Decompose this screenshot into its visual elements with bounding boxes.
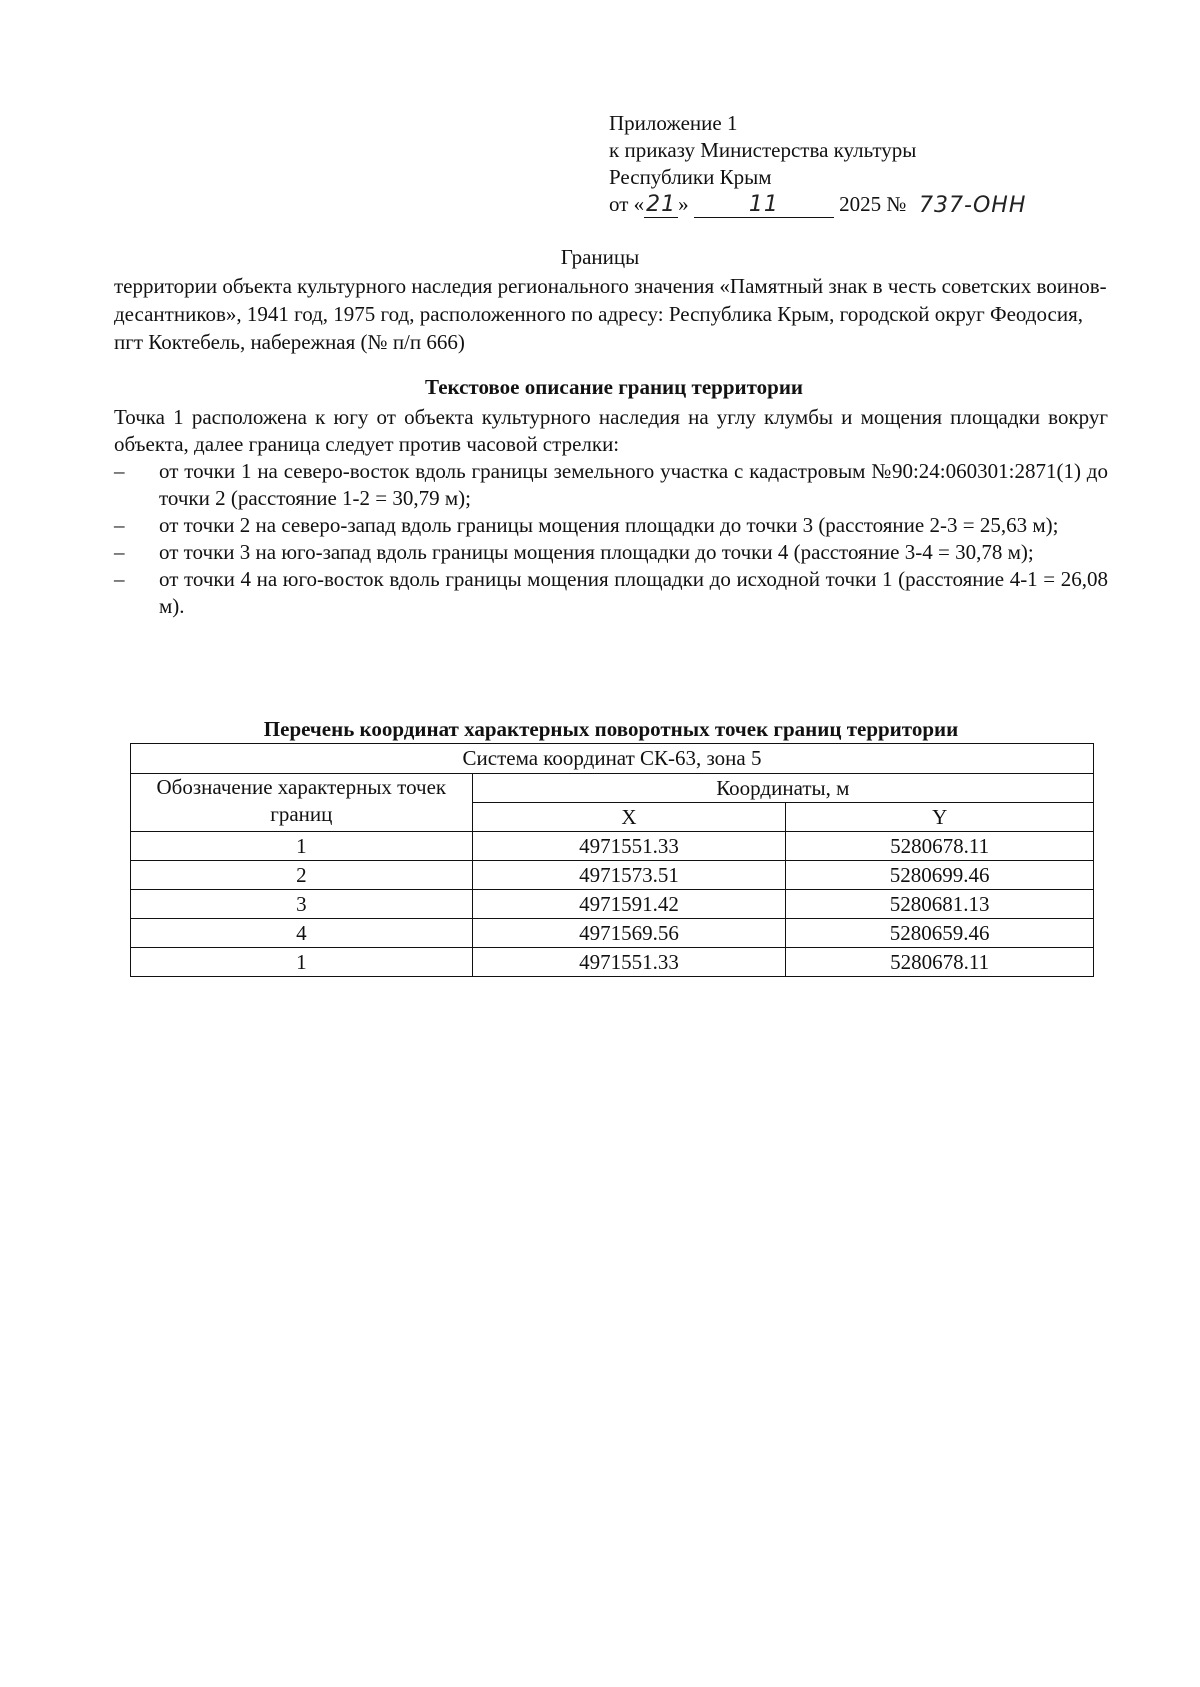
list-dash: – <box>114 513 125 537</box>
column-header-point: Обозначение характерных точек границ <box>131 774 473 832</box>
order-number: 737-ОНН <box>919 193 1027 218</box>
annex-line-3: Республики Крым <box>609 165 772 189</box>
list-item-text: от точки 3 на юго-запад вдоль границы мощения площадки до точки 4 (расстояние 3-4 = 30,78 м); <box>159 540 1034 564</box>
annex-date-line <box>609 191 1034 218</box>
list-dash: – <box>114 459 125 483</box>
list-dash: – <box>114 540 125 564</box>
cell-point: 2 <box>131 861 473 890</box>
date-prefix: от « <box>609 192 645 216</box>
table-title: Перечень координат характерных поворотных точек границ территории <box>263 717 959 741</box>
cell-x: 4971573.51 <box>472 861 786 890</box>
coordinate-system: Система координат СК-63, зона 5 <box>131 744 1094 774</box>
date-day: 21 <box>646 192 677 217</box>
list-item <box>114 458 1108 512</box>
cell-x: 4971569.56 <box>472 919 786 948</box>
cell-x: 4971551.33 <box>472 832 786 861</box>
list-dash: – <box>114 567 125 591</box>
cell-y: 5280681.13 <box>786 890 1094 919</box>
table-row <box>131 890 1094 919</box>
table-row <box>131 744 1094 774</box>
cell-x: 4971551.33 <box>472 948 786 977</box>
annex-line-2: к приказу Министерства культуры <box>609 138 917 162</box>
column-header-y: Y <box>786 803 1094 832</box>
column-header-coords: Координаты, м <box>472 774 1093 803</box>
cell-point: 1 <box>131 948 473 977</box>
cell-y: 5280659.46 <box>786 919 1094 948</box>
list-item-text: от точки 1 на северо-восток вдоль границы земельного участка с кадастровым №90:24:060301:2871(1) до точки 2 (расстояние 1-2 = 30,79 м); <box>159 459 1108 510</box>
list-item-text: от точки 4 на юго-восток вдоль границы мощения площадки до исходной точки 1 (расстояние 4-1 = 26,08 м). <box>159 567 1108 618</box>
cell-y: 5280678.11 <box>786 948 1094 977</box>
list-item <box>114 539 1108 566</box>
date-mid: » <box>678 192 689 216</box>
table-row <box>131 948 1094 977</box>
cell-x: 4971591.42 <box>472 890 786 919</box>
cell-point: 3 <box>131 890 473 919</box>
cell-point: 4 <box>131 919 473 948</box>
table-row <box>131 861 1094 890</box>
list-item <box>114 512 1108 539</box>
cell-y: 5280699.46 <box>786 861 1094 890</box>
annex-line-1: Приложение 1 <box>609 111 738 135</box>
table-row <box>131 919 1094 948</box>
section-title: Текстовое описание границ территории <box>424 375 804 399</box>
order-year: 2025 № <box>839 192 907 216</box>
cell-point: 1 <box>131 832 473 861</box>
document-title: Границы <box>560 245 640 269</box>
table-row <box>131 832 1094 861</box>
date-month: 11 <box>694 193 834 218</box>
column-header-x: X <box>472 803 786 832</box>
description-intro: Точка 1 расположена к югу от объекта культурного наследия на углу клумбы и мощения площадки вокруг объекта, далее граница следует против часовой стрелки: <box>114 405 1108 456</box>
table-row <box>131 774 1094 803</box>
document-subtitle: территории объекта культурного наследия регионального значения «Памятный знак в честь советских воинов-десантников», 1941 год, 1975 год, расположенного по адресу: Республика Крым, городской округ Феодосия, пгт Коктебель, набережная (№ п/п 666) <box>114 274 1107 354</box>
annex-header <box>609 110 1034 218</box>
list-item <box>114 566 1108 620</box>
cell-y: 5280678.11 <box>786 832 1094 861</box>
list-item-text: от точки 2 на северо-запад вдоль границы мощения площадки до точки 3 (расстояние 2-3 = 25,63 м); <box>159 513 1059 537</box>
boundary-description <box>114 404 1108 620</box>
coordinates-table <box>130 743 1094 977</box>
